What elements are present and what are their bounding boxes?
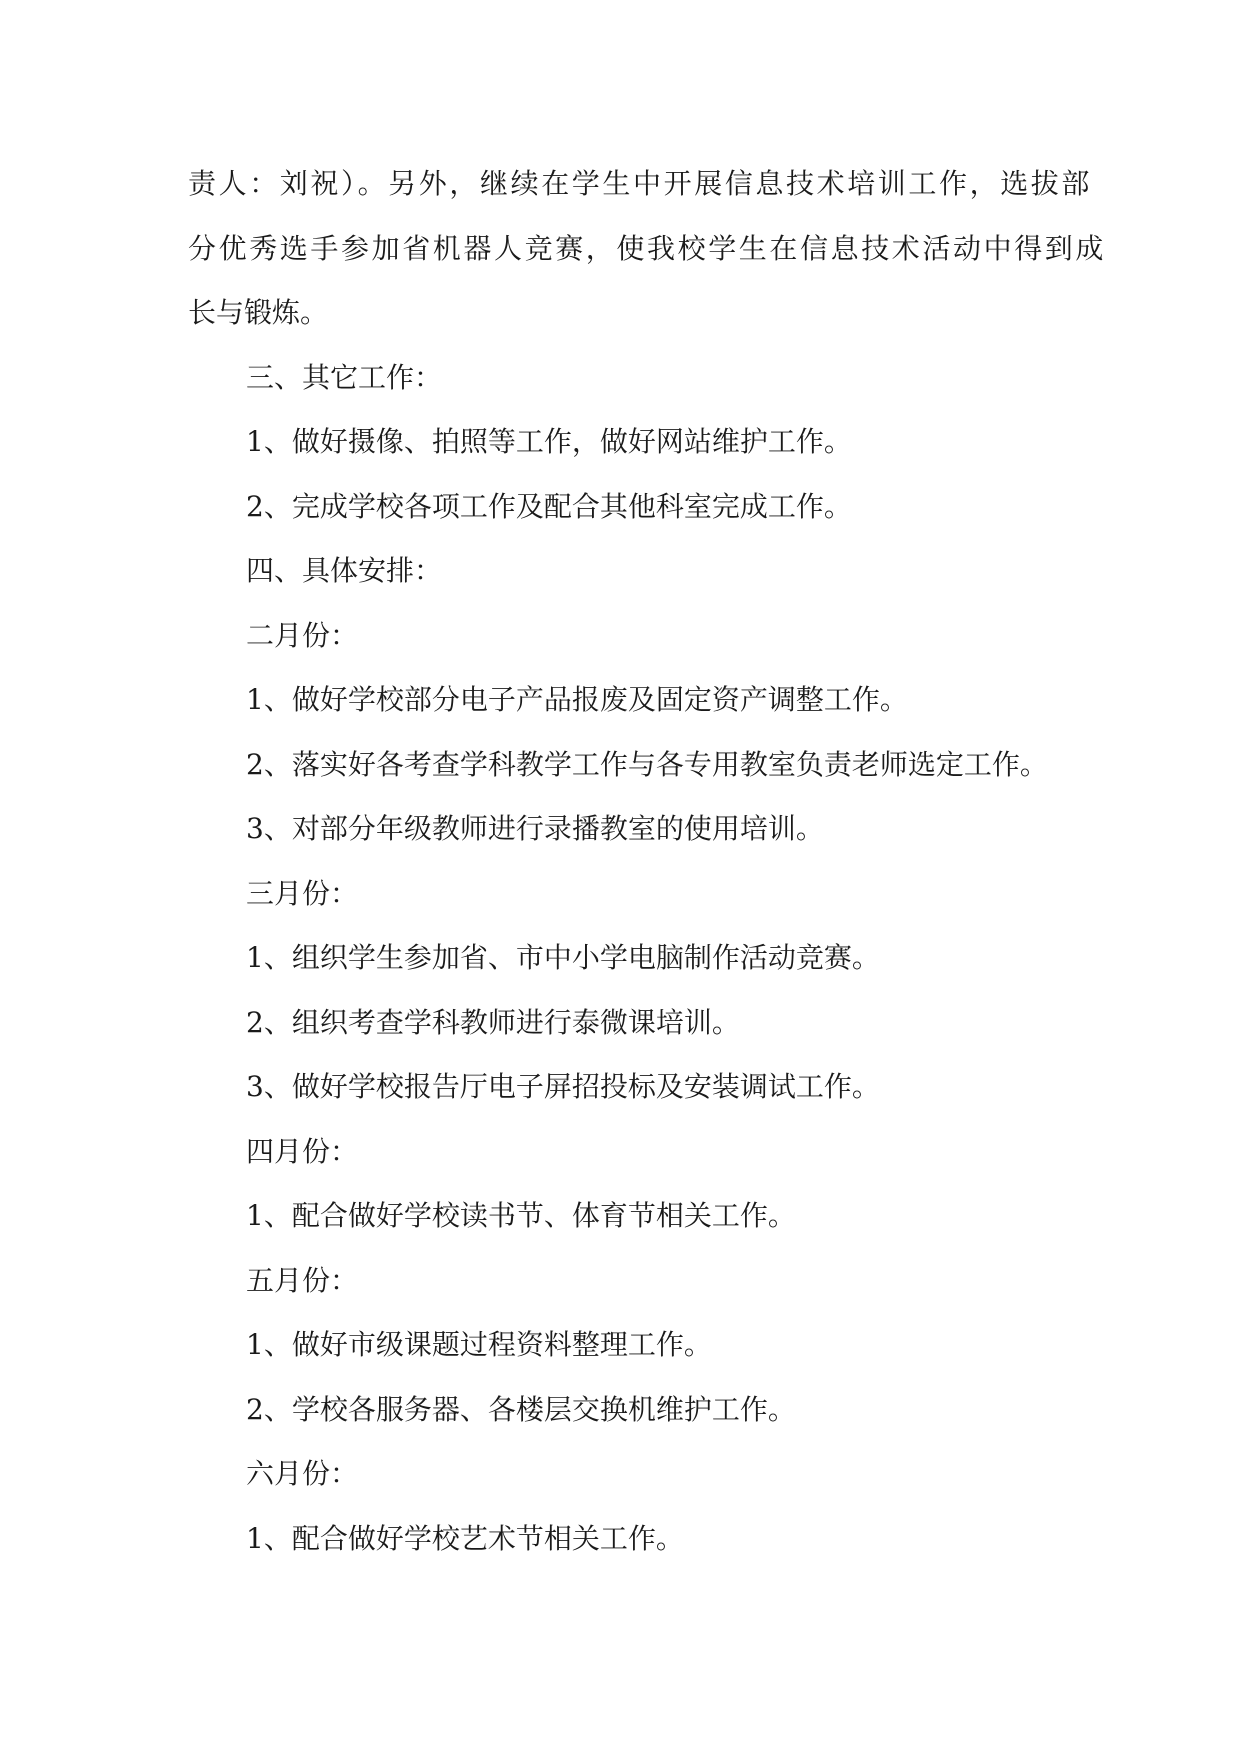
list-item: 2、组织考查学科教师进行泰微课培训。 xyxy=(246,1005,740,1039)
list-item: 1、做好摄像、拍照等工作，做好网站维护工作。 xyxy=(246,425,852,458)
section-heading-other-work: 三、其它工作： xyxy=(246,360,443,394)
list-item: 1、组织学生参加省、市中小学电脑制作活动竞赛。 xyxy=(246,941,880,974)
paragraph-line: 分优秀选手参加省机器人竞赛，使我校学生在信息技术活动中得到成 xyxy=(188,231,1107,265)
section-heading-schedule: 四、具体安排： xyxy=(246,554,443,587)
list-item: 2、学校各服务器、各楼层交换机维护工作。 xyxy=(246,1392,796,1426)
month-heading-may: 五月份： xyxy=(246,1263,359,1297)
paragraph-line: 长与锻炼。 xyxy=(188,296,329,329)
list-item: 2、落实好各考查学科教学工作与各专用教室负责老师选定工作。 xyxy=(246,747,1048,781)
list-item: 1、配合做好学校艺术节相关工作。 xyxy=(246,1521,684,1555)
list-item: 1、做好市级课题过程资料整理工作。 xyxy=(246,1328,712,1361)
month-heading-june: 六月份： xyxy=(246,1457,359,1490)
month-heading-march: 三月份： xyxy=(246,876,359,910)
paragraph-continuation xyxy=(188,152,1107,346)
document-body xyxy=(188,152,1107,1571)
list-item: 3、对部分年级教师进行录播教室的使用培训。 xyxy=(246,812,824,845)
section-list xyxy=(188,346,1088,1572)
list-item: 2、完成学校各项工作及配合其他科室完成工作。 xyxy=(246,489,852,523)
paragraph-line: 责人：刘祝）。另外，继续在学生中开展信息技术培训工作，选拔部 xyxy=(188,167,1093,200)
month-heading-april: 四月份： xyxy=(246,1134,359,1168)
month-heading-february: 二月份： xyxy=(246,618,359,652)
list-item: 3、做好学校报告厅电子屏招投标及安装调试工作。 xyxy=(246,1070,880,1103)
list-item: 1、做好学校部分电子产品报废及固定资产调整工作。 xyxy=(246,683,908,716)
list-item: 1、配合做好学校读书节、体育节相关工作。 xyxy=(246,1199,796,1232)
